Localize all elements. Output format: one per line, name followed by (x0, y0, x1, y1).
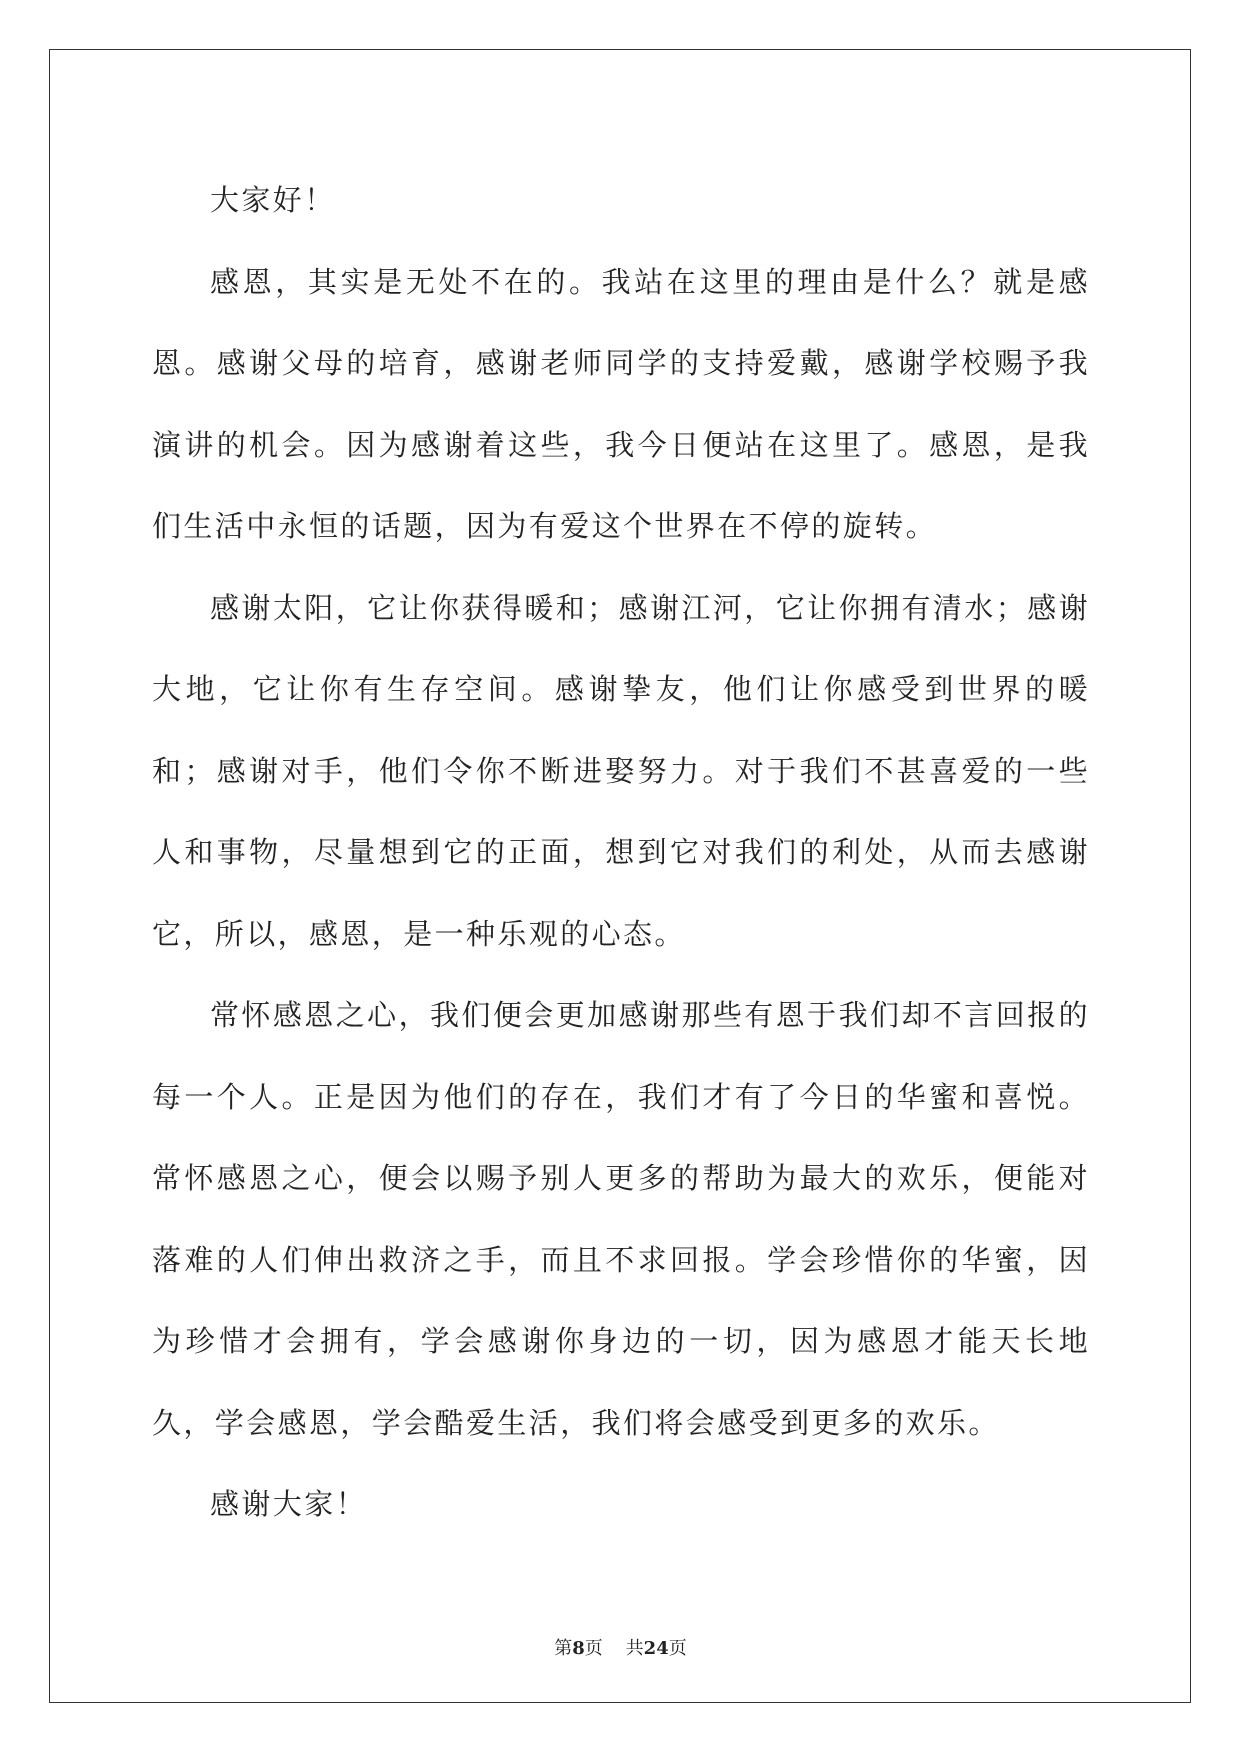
paragraph-1: 感恩，其实是无处不在的。我站在这里的理由是什么？就是感恩。感谢父母的培育，感谢老师同学的支持爱戴，感谢学校赐予我演讲的机会。因为感谢着这些，我今日便站在这里了。感恩，是我们生活中永恒的话题，因为有爱这个世界在不停的旋转。 (152, 264, 1090, 543)
paragraph-closing: 感谢大家！ (210, 1487, 368, 1521)
page-prefix: 第 (554, 1638, 573, 1659)
document-body (152, 160, 1090, 1546)
page-footer (0, 1634, 1241, 1660)
total-pages: 24 (643, 1638, 669, 1659)
paragraph-3: 常怀感恩之心，我们便会更加感谢那些有恩于我们却不言回报的每一个人。正是因为他们的存在，我们才有了今日的华蜜和喜悦。常怀感恩之心，便会以赐予别人更多的帮助为最大的欢乐，便能对落难的人们伸出救济之手，而且不求回报。学会珍惜你的华蜜，因为珍惜才会拥有，学会感谢你身边的一切，因为感恩才能天长地久，学会感恩，学会酷爱生活，我们将会感受到更多的欢乐。 (152, 998, 1090, 1440)
total-suffix: 页 (668, 1638, 687, 1659)
total-prefix: 共 (625, 1638, 644, 1659)
page-suffix: 页 (584, 1638, 603, 1659)
paragraph-greeting: 大家好！ (210, 183, 336, 217)
page-number: 8 (572, 1638, 585, 1659)
paragraph-2: 感谢太阳，它让你获得暖和；感谢江河，它让你拥有清水；感谢大地，它让你有生存空间。感谢挚友，他们让你感受到世界的暖和；感谢对手，他们令你不断进娶努力。对于我们不甚喜爱的一些人和事物，尽量想到它的正面，想到它对我们的利处，从而去感谢它，所以，感恩，是一种乐观的心态。 (152, 590, 1090, 951)
